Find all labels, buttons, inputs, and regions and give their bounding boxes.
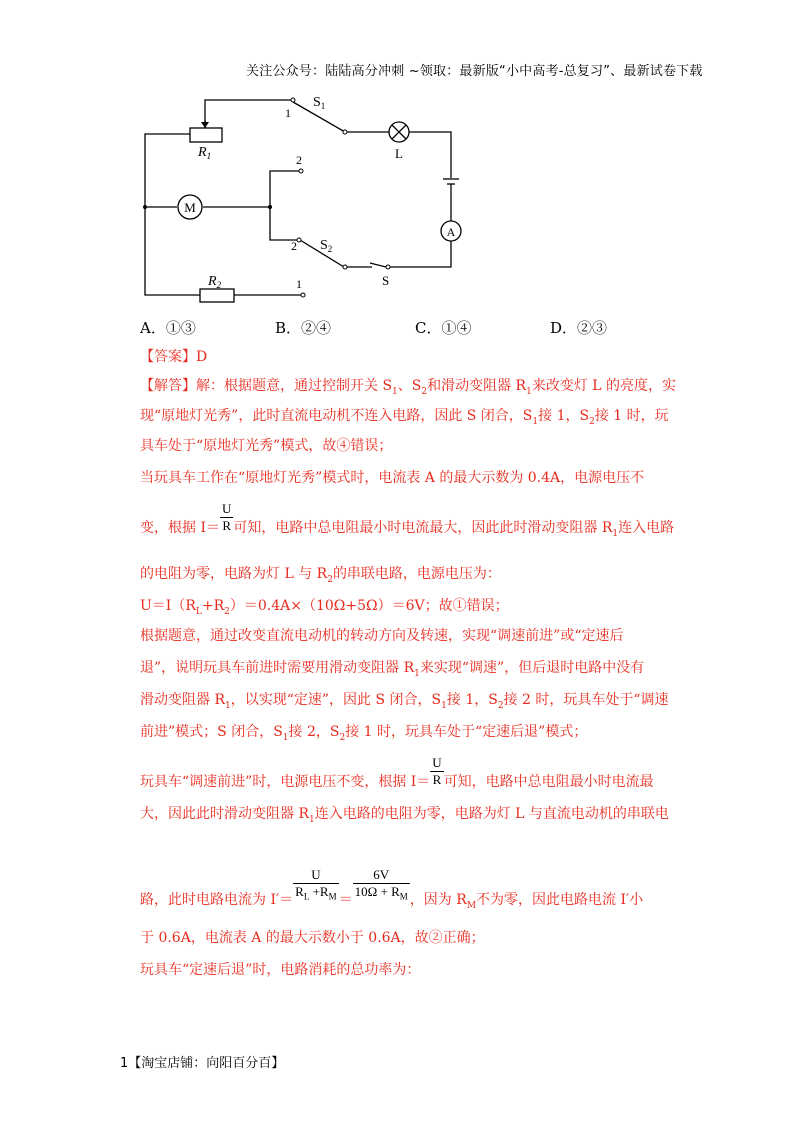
analysis-line-5: 变，根据 I＝ $\frac{U}{R}$ 可知，电路中总电阻最小时电流最大，因此此时滑动变阻器 $R_1$连入电路 bbox=[140, 500, 675, 539]
s2-pos2-bottom: 2 bbox=[291, 239, 297, 253]
ammeter-label: A bbox=[446, 225, 456, 239]
r2-label: $R_2$ bbox=[208, 274, 222, 290]
s2-pos1-bottom: 1 bbox=[296, 277, 302, 291]
answer-line: 【答案】D bbox=[140, 349, 208, 365]
option-d[interactable]: D．②③ bbox=[550, 319, 608, 337]
circuit-diagram bbox=[0, 80, 800, 400]
option-a[interactable]: A．①③ bbox=[140, 319, 196, 337]
analysis-line-13: 大，因此此时滑动变阻器 $R_1$连入电路的电阻为零，电路为灯 L 与直流电动机的串联电 bbox=[140, 806, 669, 825]
option-c[interactable]: C．①④ bbox=[415, 319, 472, 337]
analysis-line-12: 玩具车“调速前进”时，电源电压不变，根据 I＝ $\frac{U}{R}$ 可知，电路中总电阻最小时电流最 bbox=[140, 754, 654, 790]
analysis-line-2: 现“原地灯光秀”，此时直流电动机不连入电路，因此 S 闭合，$S_1$接 1，$S_2$接 1 时，玩 bbox=[140, 408, 669, 427]
lamp-label: L bbox=[395, 146, 403, 161]
fraction-u-over-r-2: $\frac{U}{R}$ bbox=[432, 754, 442, 787]
fraction-u-over-r: $\frac{U}{R}$ bbox=[221, 500, 232, 533]
analysis-line-3: 具车处于“原地灯光秀”模式，故④错误； bbox=[140, 438, 393, 454]
page-header: 关注公众号：陆陆高分冲刺 ~领取：最新版“小中高考-总复习”、最新试卷下载 bbox=[246, 64, 703, 79]
analysis-line-14: 路，此时电路电流为 I′＝ $\frac{U}{R_L +R_M}$ ＝ $\frac{6V}{10\Omega + R_M}$ ，因为 $R_M$不为零，因此电路电流 I′小 bbox=[140, 867, 644, 911]
s1-label: $S_1$ bbox=[313, 95, 326, 111]
analysis-line-15: 于 0.6A，电流表 A 的最大示数小于 0.6A，故②正确； bbox=[140, 930, 485, 946]
analysis-line-6: 的电阻为零，电路为灯 L 与 $R_2$的串联电路，电源电压为： bbox=[140, 566, 501, 585]
option-b[interactable]: B．②④ bbox=[275, 319, 332, 337]
page-footer: 1【淘宝店铺：向阳百分百】 bbox=[120, 1056, 285, 1071]
analysis-line-9: 退”，说明玩具车前进时需要用滑动变阻器 $R_1$来实现“调速”，但后退时电路中没有 bbox=[140, 660, 645, 679]
fraction-6v: $\frac{6V}{10\Omega + R_M}$ bbox=[354, 867, 408, 902]
analysis-line-1: 【解答】解：根据题意，通过控制开关 $S_1$、$S_2$和滑动变阻器 $R_1$来改变灯 L 的亮度，实 bbox=[140, 378, 677, 397]
analysis-line-11: 前进”模式；S 闭合，$S_1$接 2，$S_2$接 1 时，玩具车处于“定速后退”模式； bbox=[140, 724, 588, 743]
analysis-line-16: 玩具车“定速后退”时，电路消耗的总功率为： bbox=[140, 962, 421, 978]
s-label: S bbox=[382, 273, 390, 288]
r1-label: $R_1$ bbox=[198, 145, 212, 161]
s1-pos1: 1 bbox=[285, 106, 291, 120]
fraction-u-over-rl-rm: $\frac{U}{R_L +R_M}$ bbox=[295, 867, 337, 902]
s2-pos2-top: 2 bbox=[296, 153, 302, 167]
s2-label: $S_2$ bbox=[320, 238, 333, 254]
analysis-line-4: 当玩具车工作在“原地灯光秀”模式时，电流表 A 的最大示数为 0.4A，电源电压不 bbox=[140, 470, 645, 486]
analysis-line-8: 根据题意，通过改变直流电动机的转动方向及转速，实现“调速前进”或“定速后 bbox=[140, 628, 624, 644]
motor-label: M bbox=[184, 200, 196, 215]
lamp-symbol bbox=[389, 122, 409, 142]
analysis-line-10: 滑动变阻器 $R_1$，以实现“定速”，因此 S 闭合，$S_1$接 1，$S_2$接 2 时，玩具车处于“调速 bbox=[140, 692, 669, 711]
analysis-line-7: $U=I(R_L+R_2)=0.4A\times(10\Omega+5\Omega)=6V$；故①错误； bbox=[140, 598, 509, 617]
